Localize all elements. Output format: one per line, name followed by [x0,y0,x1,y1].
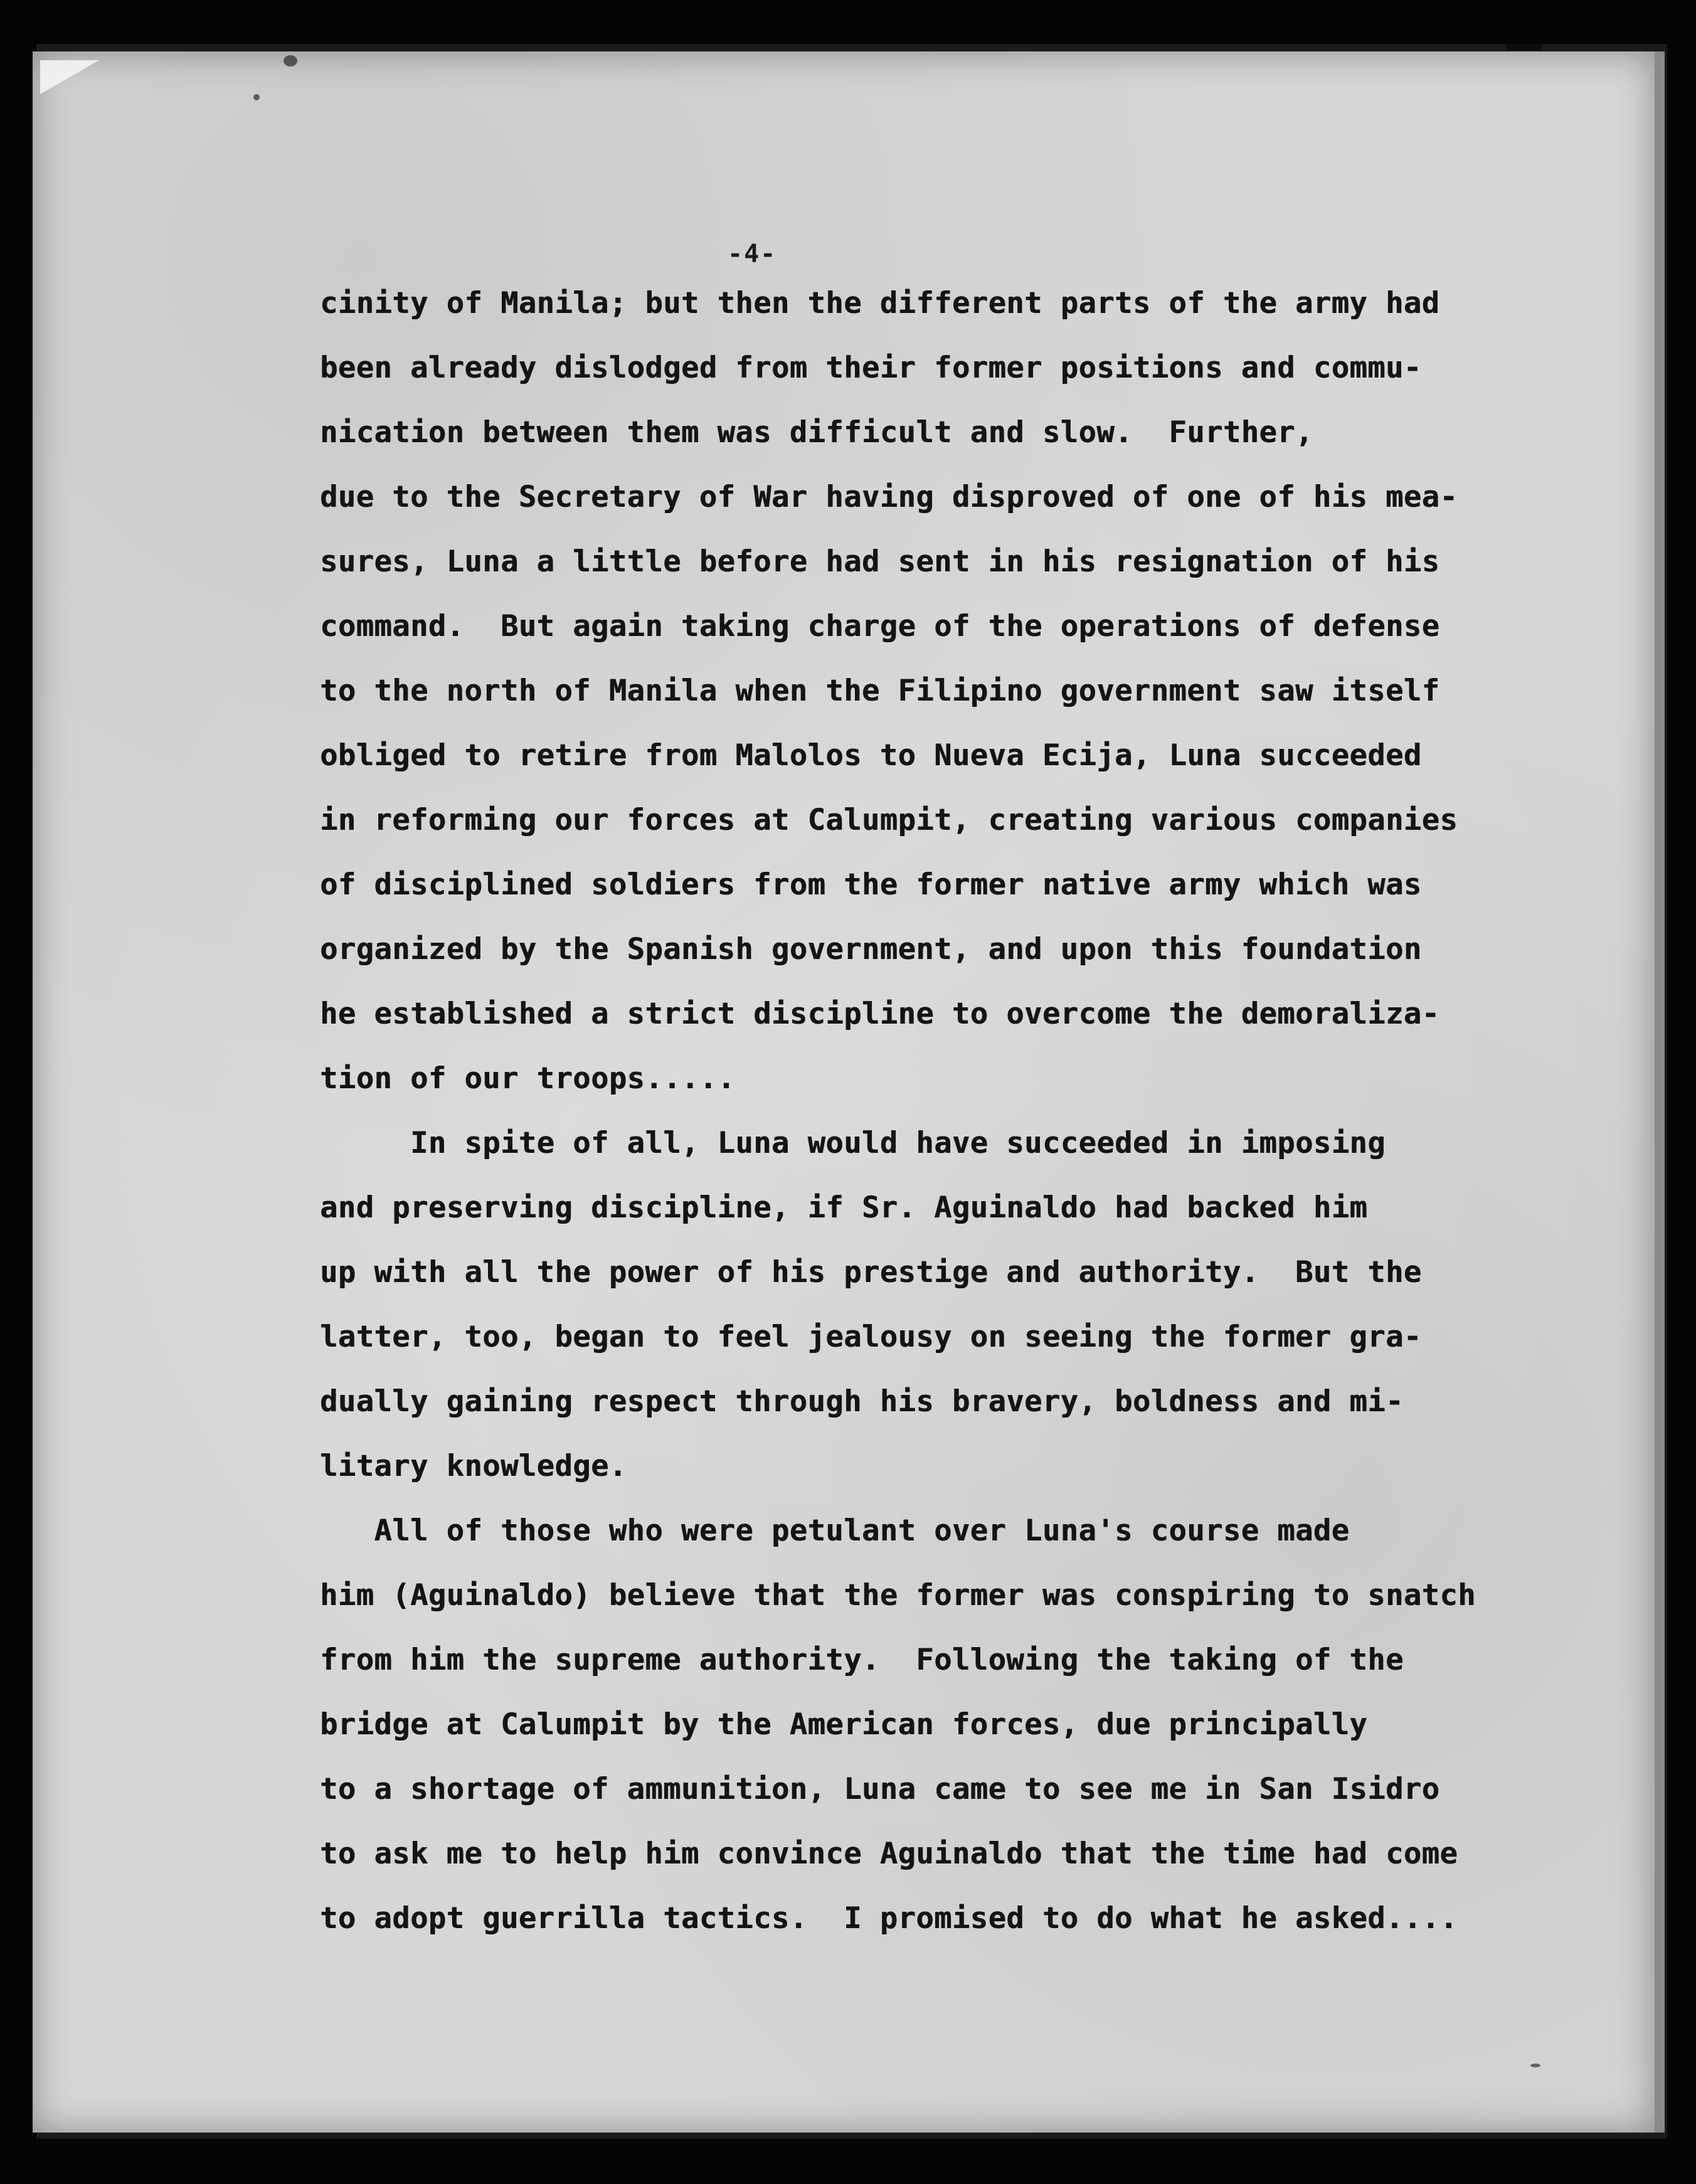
text-line: been already dislodged from their former positions and commu- [320,351,1422,385]
folded-corner [40,60,99,94]
page-edge-right [1655,51,1665,2133]
text-line: he established a strict discipline to overcome the demoraliza- [320,997,1440,1031]
text-line: latter, too, began to feel jealousy on seeing the former gra- [320,1320,1422,1354]
page-number: -4- [728,240,777,268]
text-line: tion of our troops..... [320,1061,736,1096]
ink-speck [284,55,297,66]
text-line: to the north of Manila when the Filipino government saw itself [320,674,1440,708]
text-line: him (Aguinaldo) believe that the former was conspiring to snatch [320,1578,1476,1613]
text-line: sures, Luna a little before had sent in his resignation of his [320,544,1440,579]
text-line: to a shortage of ammunition, Luna came to see me in San Isidro [320,1772,1440,1806]
text-line: command. But again taking charge of the operations of defense [320,609,1440,644]
text-line: nication between them was difficult and slow. Further, [320,415,1313,450]
text-line: of disciplined soldiers from the former native army which was [320,867,1422,902]
text-line: organized by the Spanish government, and upon this foundation [320,932,1422,967]
text-line: In spite of all, Luna would have succeeded in imposing [320,1126,1386,1160]
text-line: bridge at Calumpit by the American forces, due principally [320,1707,1368,1742]
text-line: dually gaining respect through his bravery, boldness and mi- [320,1384,1404,1419]
text-line: litary knowledge. [320,1449,627,1483]
text-line: All of those who were petulant over Luna's course made [320,1513,1350,1548]
ink-speck [1530,2064,1540,2067]
paragraph-2 [320,1111,1599,1498]
text-line: up with all the power of his prestige and authority. But the [320,1255,1422,1290]
text-line: from him the supreme authority. Following the taking of the [320,1643,1404,1677]
text-line: cinity of Manila; but then the different parts of the army had [320,286,1440,321]
text-line: and preserving discipline, if Sr. Aguinaldo had backed him [320,1190,1368,1225]
paragraph-1 [320,271,1599,1111]
text-line: due to the Secretary of War having disproved of one of his mea- [320,480,1458,514]
paragraph-3 [320,1498,1599,1951]
text-line: to ask me to help him convince Aguinaldo that the time had come [320,1837,1458,1871]
text-line: obliged to retire from Malolos to Nueva Ecija, Luna succeeded [320,738,1422,773]
ink-speck [1505,44,1543,50]
text-line: in reforming our forces at Calumpit, creating various companies [320,803,1458,837]
document-body [320,271,1599,1951]
ink-speck [253,94,260,100]
text-line: to adopt guerrilla tactics. I promised to do what he asked.... [320,1901,1458,1936]
